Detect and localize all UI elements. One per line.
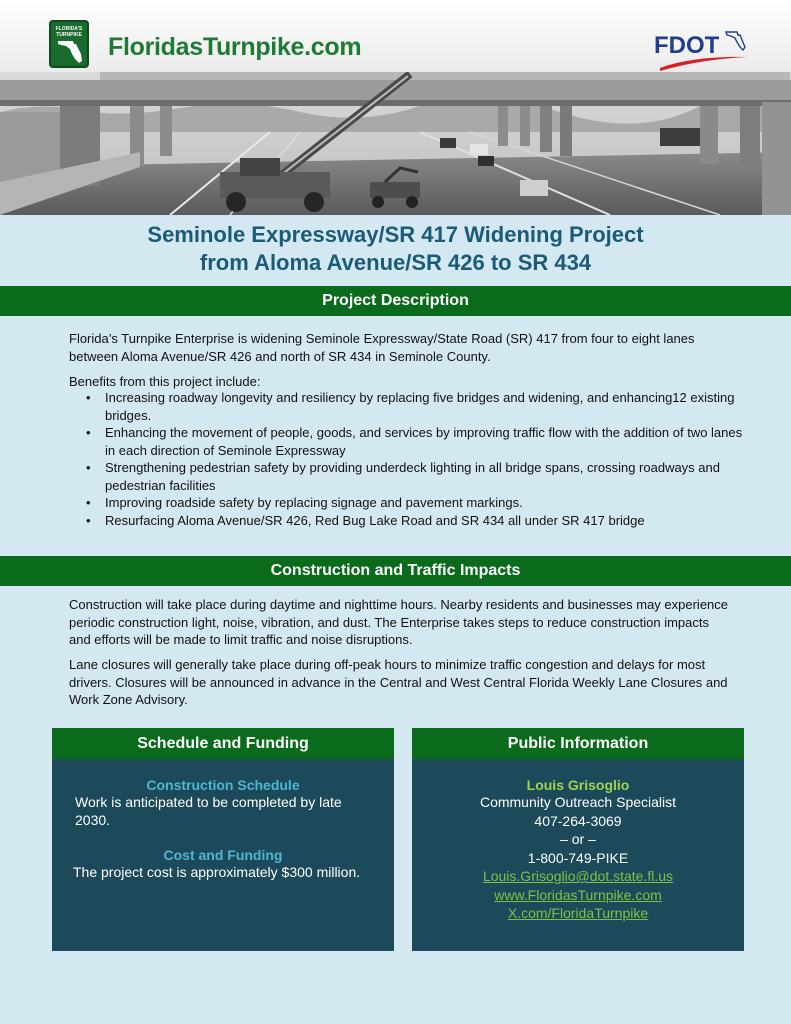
cost-funding-text: The project cost is approximately $300 million. (73, 864, 361, 880)
construction-schedule-title: Construction Schedule (146, 777, 300, 793)
turnpike-logo[interactable] (49, 20, 89, 68)
title-line-2: from Aloma Avenue/SR 426 to SR 434 (199, 250, 592, 275)
title-line-1: Seminole Expressway/SR 417 Widening Project (147, 222, 644, 247)
social-link[interactable]: X.com/FloridaTurnpike (507, 905, 649, 921)
contact-name: Louis Grisoglio (526, 777, 630, 793)
contact-phone[interactable]: 407-264-3069 (534, 812, 622, 829)
turnpike-logo-text: FLORIDA'S TURNPIKE (55, 26, 83, 38)
construction-photo (0, 72, 791, 215)
benefits-lead: Benefits from this project include: (69, 374, 261, 389)
cost-funding-title: Cost and Funding (163, 847, 283, 863)
header-banner (0, 0, 791, 215)
document-title (0, 216, 791, 284)
construction-paragraph-2: Lane closures will generally take place during off-peak hours to minimize traffic congestion and delays for most drivers. Closures will be announced in advance in the Central and West Central Florida Weekly Lane Closures and Work Zone Advisory. (69, 657, 728, 707)
construction-schedule-text: Work is anticipated to be completed by late 2030. (75, 794, 342, 828)
public-information-box (412, 728, 744, 951)
project-intro: Florida’s Turnpike Enterprise is widening Seminole Expressway/State Road (SR) 417 from four to eight lanes between Aloma Avenue/SR 426 and north of SR 434 in Seminole County. (69, 331, 695, 364)
site-name[interactable]: FloridasTurnpike.com (108, 33, 362, 61)
florida-map-icon (57, 38, 83, 64)
benefit-item: • Enhancing the movement of people, goods, and services by improving traffic flow with the addition of two lanes in each direction of Seminole Expressway (86, 424, 746, 459)
benefit-item: • Strengthening pedestrian safety by providing underdeck lighting in all bridge spans, crossing roadways and pedestrian facilities (86, 459, 746, 494)
schedule-funding-heading: Schedule and Funding (52, 728, 394, 759)
contact-role: Community Outreach Specialist (479, 794, 677, 810)
construction-heading: Construction and Traffic Impacts (0, 556, 791, 586)
fdot-logo[interactable] (652, 26, 752, 72)
benefits-list (86, 389, 746, 529)
benefit-item: • Resurfacing Aloma Avenue/SR 426, Red Bug Lake Road and SR 434 all under SR 417 bridge (86, 512, 746, 530)
website-link[interactable]: www.FloridasTurnpike.com (494, 886, 662, 903)
project-description-heading: Project Description (0, 286, 791, 316)
construction-paragraph-1: Construction will take place during daytime and nighttime hours. Nearby residents and businesses may experience periodic construction light, noise, vibration, and dust. The Enterprise takes steps to reduce construction impacts and efforts will be made to limit traffic and noise disruptions. (69, 597, 729, 647)
benefit-item: • Increasing roadway longevity and resiliency by replacing five bridges and widening, and enhancing12 existing bridges. (86, 389, 746, 424)
schedule-funding-box (52, 728, 394, 951)
contact-phone-alt[interactable]: 1-800-749-PIKE (527, 849, 629, 866)
fdot-swoosh-icon (652, 26, 752, 72)
contact-email-link[interactable]: Louis.Grisoglio@dot.state.fl.us (482, 868, 674, 884)
benefit-item: • Improving roadside safety by replacing signage and pavement markings. (86, 494, 746, 512)
public-information-heading: Public Information (412, 728, 744, 759)
fdot-logo-text: FDOT (654, 32, 720, 59)
or-separator: – or – (560, 831, 596, 847)
